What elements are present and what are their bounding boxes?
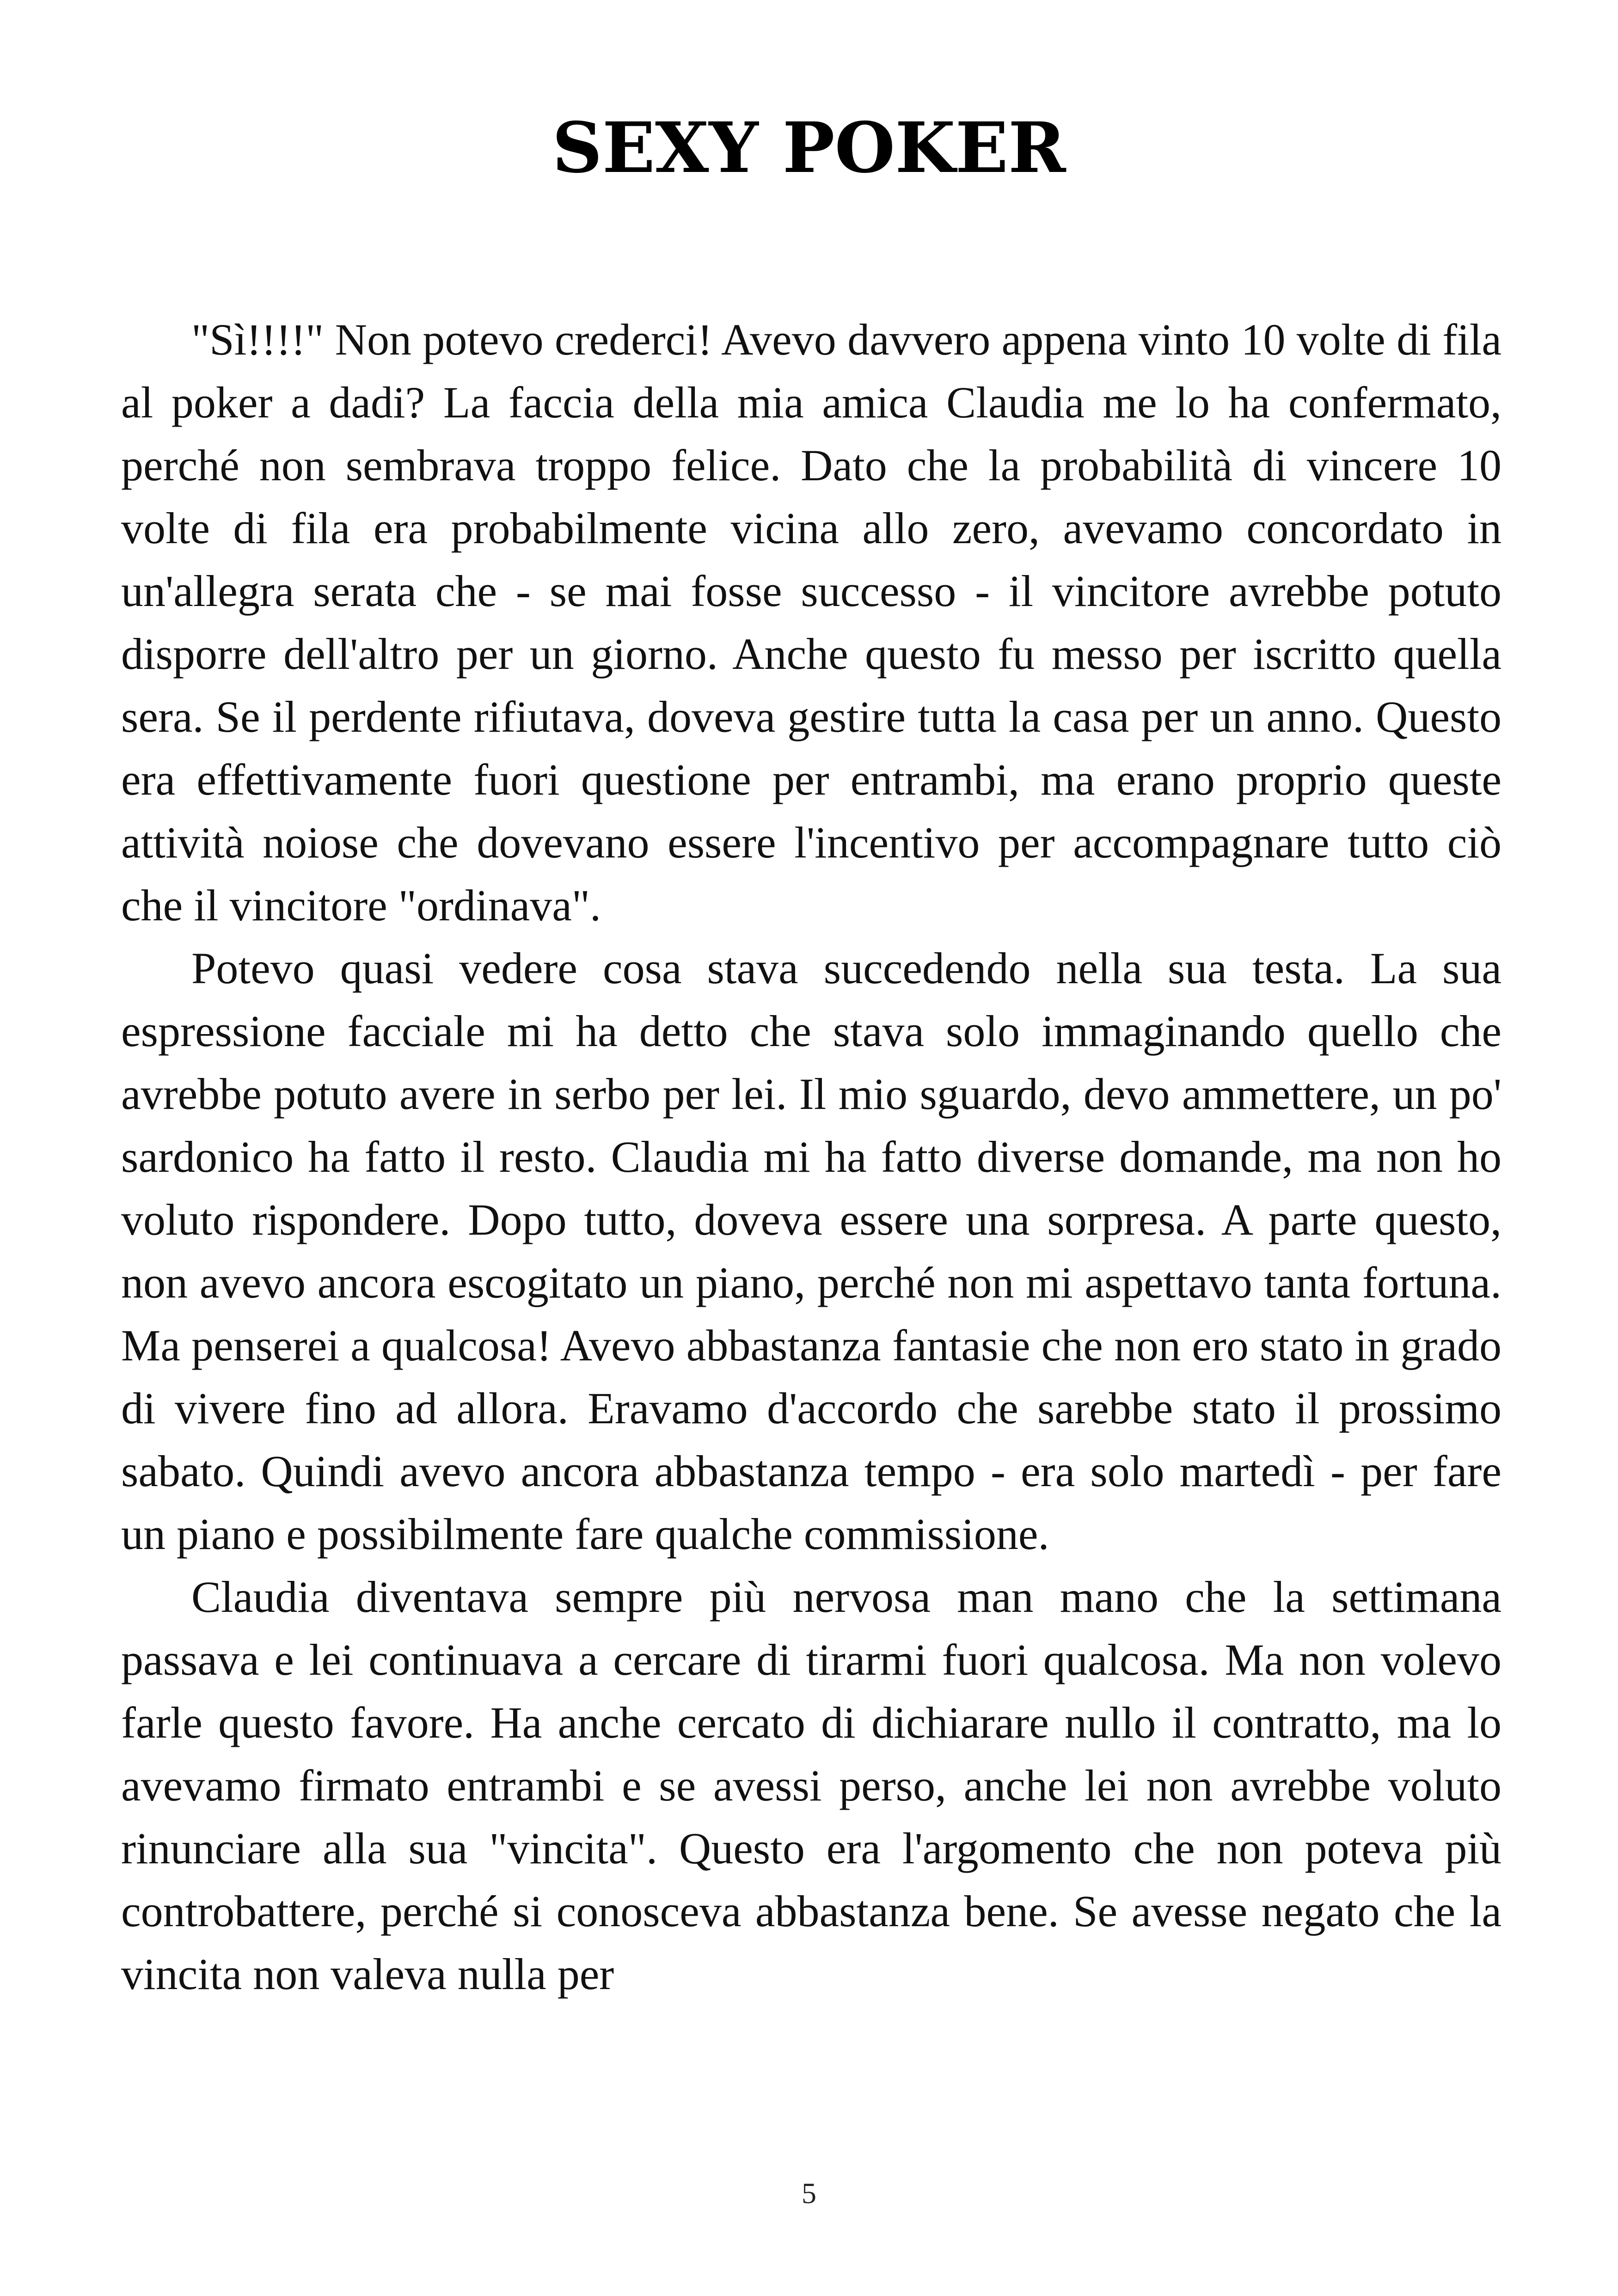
body-text [121,308,1502,2006]
page-title: SEXY POKER [552,107,1066,189]
paragraph: "Sì!!!!" Non potevo crederci! Avevo davvero appena vinto 10 volte di fila al poker a dadi? La faccia della mia amica Claudia me lo ha confermato, perché non sembrava troppo felice. Dato che la probabilità di vincere 10 volte di fila era probabilmente vicina allo zero, avevamo concordato in un'allegra serata che - se mai fosse successo - il vincitore avrebbe potuto disporre dell'altro per un giorno. Anche questo fu messo per iscritto quella sera. Se il perdente rifiutava, doveva gestire tutta la casa per un anno. Questo era effettivamente fuori questione per entrambi, ma erano proprio queste attività noiose che dovevano essere l'incentivo per accompagnare tutto ciò che il vincitore "ordinava". [121,315,1502,930]
page-number: 5 [802,2177,816,2210]
paragraph: Claudia diventava sempre più nervosa man mano che la settimana passava e lei continuava a cercare di tirarmi fuori qualcosa. Ma non volevo farle questo favore. Ha anche cercato di dichiarare nullo il contratto, ma lo avevamo firmato entrambi e se avessi perso, anche lei non avrebbe voluto rinunciare alla sua "vincita". Questo era l'argomento che non poteva più controbattere, perché si conosceva abbastanza bene. Se avesse negato che la vincita non valeva nulla per [121,1572,1502,1999]
paragraph: Potevo quasi vedere cosa stava succedendo nella sua testa. La sua espressione facciale mi ha detto che stava solo immaginando quello che avrebbe potuto avere in serbo per lei. Il mio sguardo, devo ammettere, un po' sardonico ha fatto il resto. Claudia mi ha fatto diverse domande, ma non ho voluto rispondere. Dopo tutto, doveva essere una sorpresa. A parte questo, non avevo ancora escogitato un piano, perché non mi aspettavo tanta fortuna. Ma penserei a qualcosa! Avevo abbastanza fantasie che non ero stato in grado di vivere fino ad allora. Eravamo d'accordo che sarebbe stato il prossimo sabato. Quindi avevo ancora abbastanza tempo - era solo martedì - per fare un piano e possibilmente fare qualche commissione. [121,943,1502,1559]
